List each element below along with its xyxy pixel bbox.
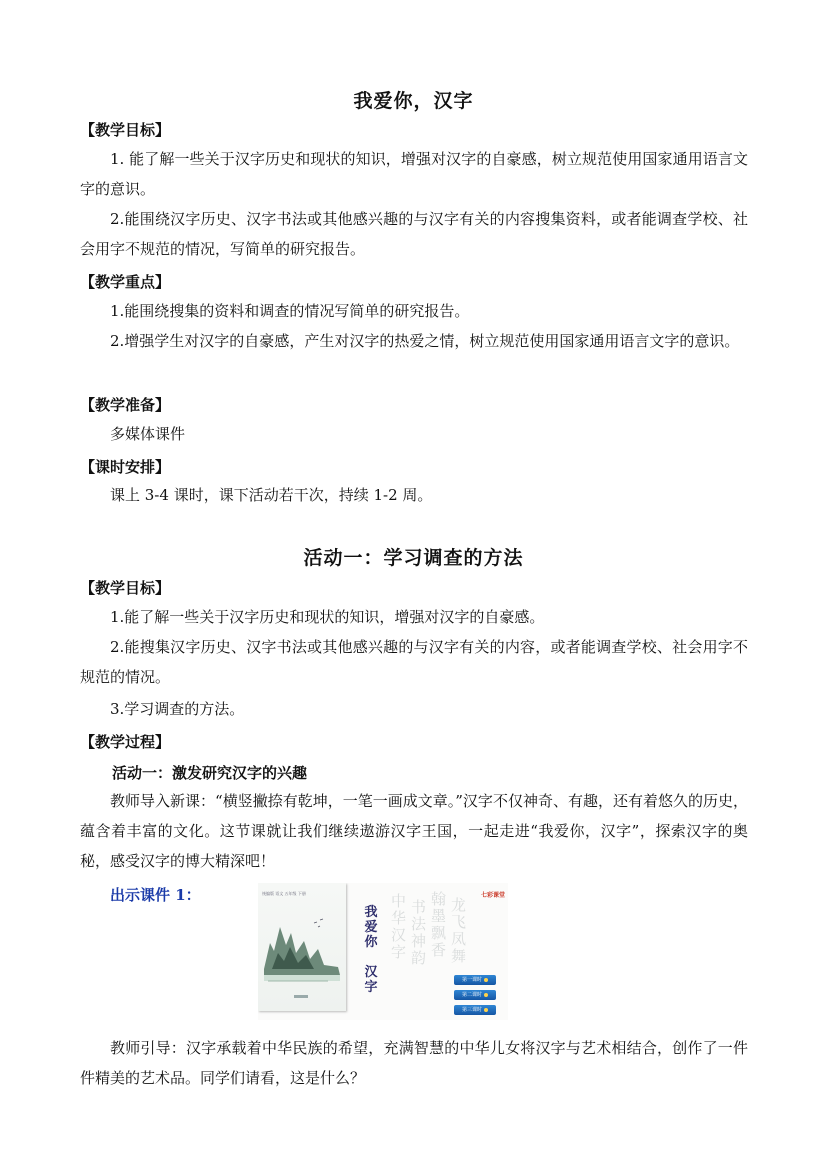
activity-goal-3: 3.学习调查的方法。 <box>110 700 245 718</box>
textbook-header: 统编版 语文 五年级 下册 <box>262 891 306 896</box>
publisher-logo: 七彩课堂 <box>481 892 506 899</box>
goal-paragraph-1: 1. 能了解一些关于汉字历史和现状的知识，增强对汉字的自豪感，树立规范使用国家通用语言文字的意识。 <box>80 150 748 198</box>
bullet-icon <box>484 993 488 997</box>
slide-title-line-1 <box>362 905 380 950</box>
courseware-slide-image <box>258 883 508 1020</box>
lesson-3-label: 第三课时 <box>461 1007 482 1013</box>
lesson-2-button <box>454 990 496 1000</box>
activity-sub-heading: 活动一：激发研究汉字的兴趣 <box>112 764 308 782</box>
goal-paragraph-2: 2.能围绕汉字历史、汉字书法或其他感兴趣的与汉字有关的内容搜集资料，或者能调查学校、社会用字不规范的情况，写简单的研究报告。 <box>80 210 748 258</box>
slide-title-char: 我 <box>364 905 378 920</box>
bullet-icon <box>484 978 488 982</box>
calligraphy-column: 龙飞凤舞 <box>450 896 466 965</box>
section-heading-key-points: 【教学重点】 <box>80 273 171 291</box>
section-heading-schedule: 【课时安排】 <box>80 458 171 476</box>
lesson-2-label: 第二课时 <box>461 992 482 998</box>
guide-paragraph: 教师引导：汉字承载着中华民族的希望，充满智慧的中华儿女将汉字与艺术相结合，创作了一件件精美的艺术品。同学们请看，这是什么？ <box>80 1039 748 1087</box>
slide-title-char: 你 <box>364 935 378 950</box>
calligraphy-column: 翰墨飘香 <box>430 890 446 959</box>
key-point-paragraph-2: 2.增强学生对汉字的自豪感，产生对汉字的热爱之情，树立规范使用国家通用语言文字的意识。 <box>110 332 740 350</box>
slide-title-char: 汉 <box>364 965 378 980</box>
lesson-3-button <box>454 1005 496 1015</box>
document-title: 我爱你，汉字 <box>353 90 474 112</box>
lesson-1-label: 第一课时 <box>461 977 482 983</box>
activity-goal-1: 1.能了解一些关于汉字历史和现状的知识，增强对汉字的自豪感。 <box>110 608 545 626</box>
slide-title-char: 字 <box>364 980 378 995</box>
activity-goals-heading: 【教学目标】 <box>80 579 171 597</box>
mountain-painting <box>258 883 346 1011</box>
preparation-paragraph: 多媒体课件 <box>110 425 186 443</box>
courseware-label: 出示课件 1： <box>110 886 201 904</box>
slide-title-line-2 <box>362 965 380 995</box>
intro-paragraph: 教师导入新课：“横竖撇捺有乾坤，一笔一画成文章。”汉字不仅神奇、有趣，还有着悠久的历史，蕴含着丰富的文化。这节课就让我们继续遨游汉字王国，一起走进“我爱你，汉字”，探索汉字的奥秘，感受汉字的博大精深吧！ <box>80 792 748 870</box>
section-heading-preparation: 【教学准备】 <box>80 396 171 414</box>
key-point-paragraph-1: 1.能围绕搜集的资料和调查的情况写简单的研究报告。 <box>110 302 470 320</box>
textbook-cover <box>258 883 346 1011</box>
slide-title-char: 爱 <box>364 920 378 935</box>
calligraphy-column: 书法神韵 <box>410 898 426 967</box>
bullet-icon <box>484 1008 488 1012</box>
section-heading-goals: 【教学目标】 <box>80 121 171 139</box>
lesson-1-button <box>454 975 496 985</box>
schedule-paragraph: 课上 3-4 课时，课下活动若干次，持续 1-2 周。 <box>110 486 433 504</box>
activity-goal-2: 2.能搜集汉字历史、汉字书法或其他感兴趣的与汉字有关的内容，或者能调查学校、社会用字不规范的情况。 <box>80 638 748 686</box>
calligraphy-column: 中华汉字 <box>390 892 406 961</box>
activity-title: 活动一：学习调查的方法 <box>303 547 524 569</box>
activity-process-heading: 【教学过程】 <box>80 733 171 751</box>
